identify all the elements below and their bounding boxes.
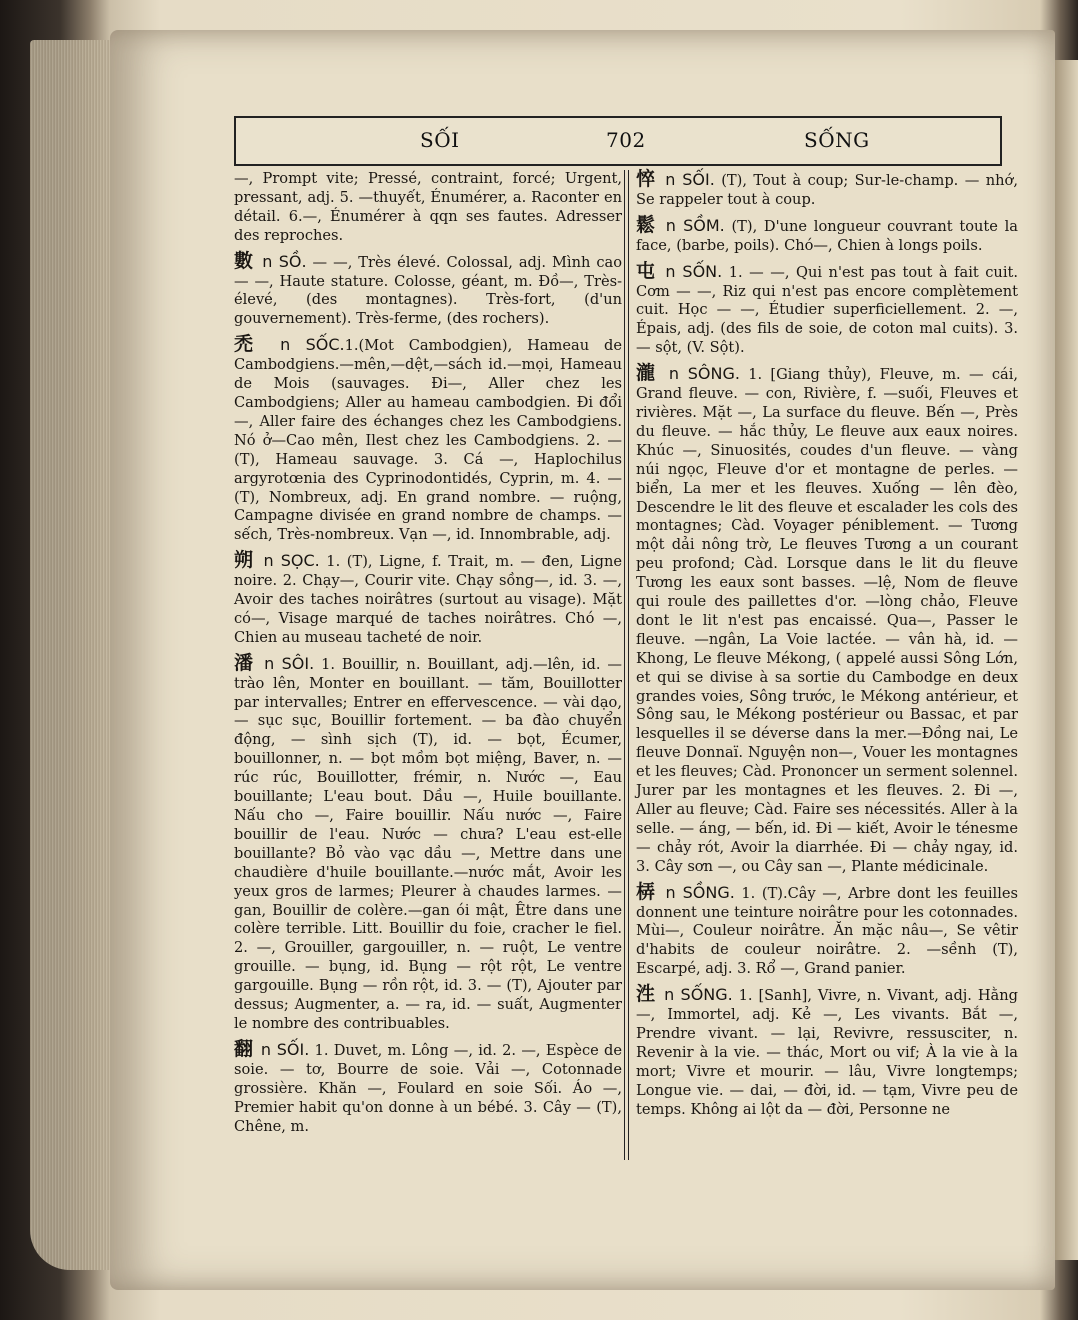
entry-definition: 1. (T).Cây —, Arbre dont les feuilles donnent une teinture noirâtre pour les cotonnades. Mùi—, Couleur noirâtre. Ăn mặc nâu—, Se vêtir d'habits de couleur noirâtre. 2. —sềnh (T), Escarpé, adj. 3. Rổ —, Grand panier.: [636, 884, 1018, 978]
right-column: [636, 170, 1018, 1126]
entry-headword: n SỐI.: [665, 170, 715, 189]
dictionary-entry: [234, 651, 622, 1034]
entry-headword: n SỐN.: [665, 261, 723, 281]
entry-character: 數: [234, 249, 263, 272]
entry-headword: n SỒ.: [262, 251, 307, 271]
entry-headword: n SỐNG.: [664, 985, 733, 1005]
entry-character: 泩: [636, 983, 665, 1006]
entry-headword: n SỒM.: [665, 215, 725, 235]
page-number: 702: [606, 128, 646, 152]
column-divider: [624, 170, 629, 1160]
dictionary-entry: [636, 170, 1018, 210]
dictionary-entry: [636, 985, 1018, 1119]
entry-definition: 1. [Giang thủy), Fleuve, m. — cái, Grand fleuve. — con, Rivière, f. —suối, Fleuves et rivières. Mặt —, La surface du fleuve. Bến —, Près du fleuve. — hắc thủy, Le fleuve aux eaux noires. Khúc —, Sinuosités, coudes d'un fleuve. — vàng núi ngọc, Fleuve d'or et montagne de perles. — biển, La mer et les fleuves. Xuống — lên đèo, Descendre le lit des fleuve et escalader les cols des montagnes; Càd. Voyager péniblement. — Tương một dải nông trờ, Le fleuves Tương a un courant peu profond; Càd. Lorsque dans le lit du fleuve Tương les eaux sont basses. —lệ, Nom de fleuve qui roule des paillettes d'or. —lòng chảo, Fleuve dont le lit n'est pas encaissé. Qua—, Passer le fleuve. —ngân, La Voie lactée. — vân hà, id. — Khong, Le fleuve Mékong, ( appelé aussi Sông Lớn, et qui se divise à sa sortie du Cambodge en deux grandes voies, Sông trước, le Mékong antérieur, et Sông sau, le Mékong postérieur ou Bassac, et par lesquelles il se déverse dans la mer.—Đồng nai, Le fleuve Donnaï. Nguyện non—, Vouer les montagnes et les fleuves; Càd. Prononcer un serment solennel. Jurer par les montagnes et les fleuves. 2. Đi —, Aller au fleuve; Càd. Faire ses nécessités. Aller à la selle. — áng, — bến, id. Đi — kiết, Avoir le ténesme — chảy rót, Avoir la diarrhée. Đi — chảy ngay, id. 3. Cây sơn —, ou Cây san —, Plante médicinale.: [636, 366, 1018, 875]
entry-headword: n SỐC.: [280, 335, 345, 355]
entry-definition: 1. Bouillir, n. Bouillant, adj.—lên, id. — trào lên, Monter en bouillant. — tăm, Bouillotter par intervalles; Entrer en effervescence. — vài dạo, — sục sục, Bouillir fortement. — ba đào chuyển động, — sình sịch (T), id. — bọt, Écumer, bouillonner, n. — bọt mồm bọt miệng, Baver, n. — rúc rúc, Bouillotter, frémir, n. Nước —, Eau bouillante; L'eau bout. Dầu —, Huile bouillante. Nấu cho —, Faire bouillir. Nấu nước —, Faire bouillir de l'eau. Nước — chưa? L'eau est-elle bouillante? Bỏ vào vạc dầu —, Mettre dans une chaudière d'huile bouillante.—nước mắt, Avoir les yeux gros de larmes; Pleurer à chaudes larmes. — gan, Bouillir de colère.—gan ói mật, Être dans une colère terrible. Litt. Bouillir du foie, cracher le fiel. 2. —, Grouiller, gargouiller, n. — ruột, Le ventre grouille. — bụng, id. Bụng — rột rột, Le ventre gargouille. Bụng — rồn rột, id. 3. — (T), Ajouter par dessus; Augmenter, a. — ra, id. — suất, Augmenter le nombre des contribuables.: [234, 655, 622, 1032]
entry-definition: (T), Tout à coup; Sur-le-champ. — nhớ, Se rappeler tout à coup.: [636, 172, 1018, 208]
facing-page-edge: [1055, 60, 1078, 1260]
entry-character: 朔: [234, 549, 264, 572]
dictionary-entry: [234, 551, 622, 648]
dictionary-entry: [636, 880, 1018, 980]
entry-character: 悴: [636, 168, 666, 190]
entry-definition: — —, Très élevé. Colossal, adj. Mình cao — —, Haute stature. Colosse, géant, m. Đồ—, Très-élevé, (des montagnes). Très-fort, (d'un gouvernement). Très-ferme, (des rochers).: [234, 253, 622, 328]
entry-headword: n SÔI.: [264, 653, 315, 673]
dictionary-entry: [234, 249, 622, 330]
left-column: [234, 170, 622, 1142]
dictionary-entry: [636, 259, 1018, 359]
dictionary-entry: [636, 213, 1019, 256]
entry-definition: 1.(Mot Cambodgien), Hameau de Cambodgiens.—mên,—dệt,—sách id.—mọi, Hameau de Mois (sauvages. Đi—, Aller chez les Cambodgiens; Aller au hameau cambodgien. Đi đổi—, Aller faire des échanges chez les Cambodgiens. Nó ở—Cao mên, Ilest chez les Cambodgiens. 2. —(T), Hameau sauvage. 3. Cá —, Haplochilus argyrotœnia des Cyprinodontidés, Cyprin, m. 4. — (T), Nombreux, adj. En grand nombre. — ruộng, Campagne divisée en grand nombre de champs. —sếch, Très-nombreux. Vạn —, id. Innombrable, adj.: [234, 337, 622, 544]
entry-headword: n SỒNG.: [665, 882, 735, 902]
page-edges: [30, 40, 115, 1270]
entry-definition: —, Prompt vite; Pressé, contraint, forcé; Urgent, pressant, adj. 5. —thuyết, Énumérer, a. Raconter en détail. 6.—, Énumérer à qqn ses fautes. Adresser des reproches.: [234, 170, 622, 244]
entry-headword: n SỐI.: [260, 1039, 310, 1059]
entry-headword: n SÔNG.: [668, 364, 740, 384]
entry-character: 瀧: [636, 362, 669, 385]
entry-character: 潘: [234, 651, 265, 674]
dictionary-entry: [234, 170, 622, 246]
header-left-word: SỐI: [420, 128, 460, 152]
entry-definition: 1. — —, Qui n'est pas tout à fait cuit. Cơm — —, Riz qui n'est pas encore complètement cuit. Học — —, Étudier superficiellement. 2. —, Épais, adj. (des fils de soie, de coton mal cuits). 3. — sột, (V. Sột).: [636, 263, 1018, 357]
dictionary-entry: [234, 1037, 622, 1137]
entry-definition: 1. Duvet, m. Lông —, id. 2. —, Espèce de soie. — tơ, Bourre de soie. Vải —, Cotonnade grossière. Khăn —, Foulard en soie Sối. Áo —, Premier habit qu'on donne à un bébé. 3. Cây — (T), Chêne, m.: [234, 1041, 622, 1135]
entry-definition: (T), D'une longueur couvrant toute la face, (barbe, poils). Chó—, Chien à longs poils.: [636, 217, 1019, 254]
entry-definition: 1. [Sanh], Vivre, n. Vivant, adj. Hằng —, Immortel, adj. Kẻ —, Les vivants. Bắt —, Prendre vivant. — lại, Revivre, ressusciter, n. Revenir à la vie. — thác, Mort ou vif; À la vie à la mort; Vivre et mourir. — lâu, Vivre longtemps; Longue vie. — dai, — đời, id. — tạm, Vivre peu de temps. Không ai lột da — đời, Personne ne: [636, 987, 1018, 1118]
header-right-word: SỐNG: [804, 128, 870, 152]
entry-headword: n SỌC.: [263, 551, 320, 571]
page-header: [234, 116, 1002, 166]
entry-character: 屯: [636, 259, 666, 282]
entry-character: 禿: [234, 333, 281, 356]
dictionary-entry: [234, 335, 622, 545]
entry-character: 梇: [636, 880, 666, 903]
entry-character: 翻: [234, 1037, 261, 1060]
entry-character: 鬆: [636, 213, 666, 236]
dictionary-entry: [636, 364, 1018, 876]
entry-definition: 1. (T), Ligne, f. Trait, m. — đen, Ligne noire. 2. Chạy—, Courir vite. Chạy sồng—, id. 3. —, Avoir des taches noirâtres (surtout au visage). Mặt có—, Visage marqué de taches noirâtres. Chó —, Chien au museau tacheté de noir.: [234, 553, 622, 646]
